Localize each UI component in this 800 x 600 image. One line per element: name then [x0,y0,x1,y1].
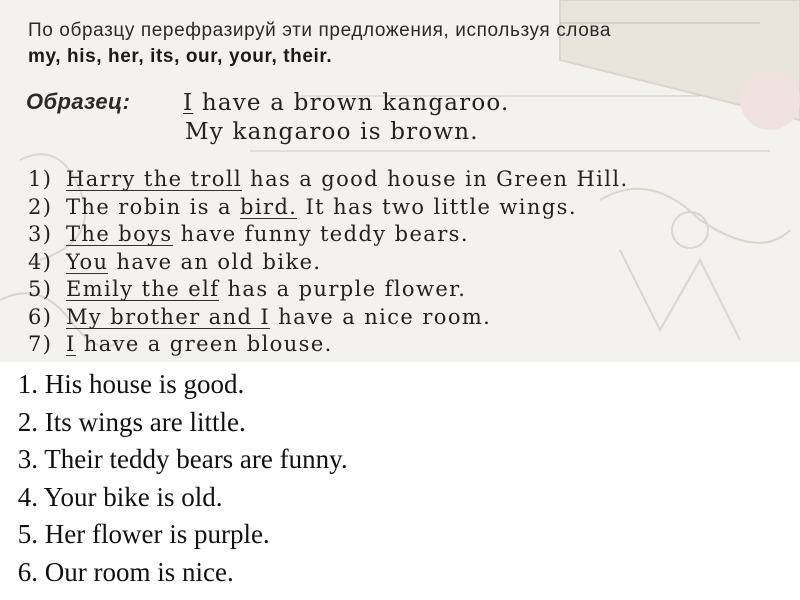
task-list [28,166,629,359]
task-pre: The robin is a [66,194,232,219]
task-item [28,276,629,304]
sample-sentence-1 [183,90,510,116]
task-number: 6) [28,304,53,329]
task-blank: My brother and I [66,304,271,329]
task-post: It has two little wings. [305,194,577,219]
instruction-words: my, his, her, its, our, your, their. [28,46,333,67]
sample-label: Образец: [26,89,131,114]
answer-item [0,366,348,404]
task-number: 5) [28,277,53,301]
task-item [28,166,629,194]
answer-text: Its wings are little. [44,406,246,437]
sample-sentence-2: My kangaroo is brown. [185,119,479,145]
exercise-instruction [28,18,798,70]
answer-text: His house is good. [44,369,245,399]
task-item [28,304,629,332]
task-number: 7) [28,332,53,356]
answer-list [0,366,348,591]
sample-subject: I [183,90,194,116]
answer-number: 5. [17,519,38,549]
task-item [28,221,629,249]
answer-text: Her flower is purple. [44,519,270,549]
instruction-line: По образцу перефразируй эти предложения, используя слова [28,20,612,41]
task-blank: The boys [66,222,173,246]
answer-item [0,479,348,517]
task-post: have an old bike. [116,249,322,274]
task-blank: bird. [240,194,298,219]
task-item [28,331,629,359]
task-post: have funny teddy bears. [180,222,469,246]
answer-text: Your bike is old. [43,481,223,512]
task-blank: Emily the elf [66,277,220,301]
answer-text: Their teddy bears are funny. [44,444,348,474]
task-blank: You [66,249,109,274]
task-number: 2) [28,194,53,219]
sample-rest: have a brown kangaroo. [201,90,510,116]
task-item [28,249,629,277]
answer-number: 4. [17,481,38,512]
task-post: have a green blouse. [83,332,333,356]
answer-item [0,441,348,479]
task-post: have a nice room. [278,304,492,329]
answer-item [0,516,348,554]
task-number: 4) [28,249,53,274]
answer-number: 3. [17,444,38,474]
answer-number: 2. [17,406,38,437]
task-blank: Harry the troll [66,167,243,191]
task-number: 1) [28,167,53,191]
answer-number: 6. [17,556,38,587]
task-post: has a good house in Green Hill. [250,167,629,191]
answer-text: Our room is nice. [44,556,234,587]
task-post: has a purple flower. [227,277,467,301]
answer-item [0,404,348,442]
answer-item [0,554,348,592]
answer-number: 1. [17,369,38,399]
task-blank: I [66,332,76,356]
task-item [28,194,629,222]
task-number: 3) [28,222,53,246]
